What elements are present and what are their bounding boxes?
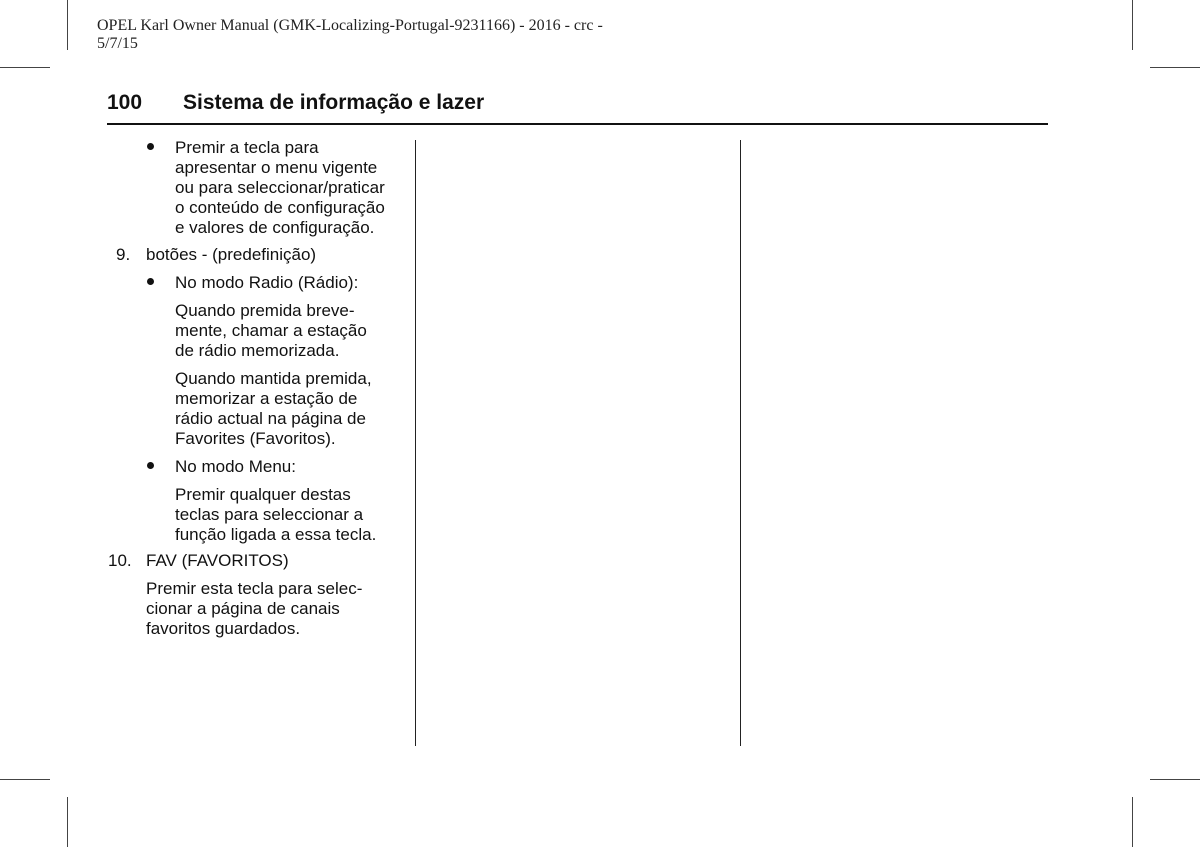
text-line: Quando mantida premida,: [175, 369, 372, 388]
text-line: Premir esta tecla para selec-: [146, 579, 363, 598]
text-line: rádio actual na página de: [175, 409, 366, 428]
crop-mark: [67, 0, 68, 50]
text-line: cionar a página de canais: [146, 599, 340, 618]
page-number: 100: [107, 91, 143, 114]
section-title: Sistema de informação e lazer: [183, 91, 485, 114]
radio-mode-heading: No modo Radio (Rádio):: [175, 273, 359, 292]
crop-mark: [1150, 779, 1200, 780]
print-metadata-line: OPEL Karl Owner Manual (GMK-Localizing-Portugal-9231166) - 2016 - crc -: [97, 17, 603, 34]
text-line: de rádio memorizada.: [175, 341, 340, 360]
crop-mark: [67, 797, 68, 847]
text-line: ou para seleccionar/praticar: [175, 178, 385, 197]
menu-mode-heading: No modo Menu:: [175, 457, 296, 476]
list-number: 10.: [108, 551, 132, 570]
print-metadata-line: 5/7/15: [97, 35, 138, 52]
bullet-icon: [147, 143, 154, 150]
crop-mark: [1132, 0, 1133, 50]
text-line: apresentar o menu vigente: [175, 158, 378, 177]
text-line: Favorites (Favoritos).: [175, 429, 336, 448]
text-line: e valores de configuração.: [175, 218, 375, 237]
text-line: memorizar a estação de: [175, 389, 358, 408]
crop-mark: [1132, 797, 1133, 847]
list-item-title: FAV (FAVORITOS): [146, 551, 289, 570]
bullet-icon: [147, 278, 154, 285]
text-line: Premir a tecla para: [175, 138, 319, 157]
column-divider: [415, 140, 416, 746]
list-number: 9.: [116, 245, 131, 264]
print-metadata: [97, 17, 617, 53]
crop-mark: [0, 779, 50, 780]
bullet-icon: [147, 462, 154, 469]
text-line: Premir qualquer destas: [175, 485, 351, 504]
text-line: Quando premida breve-: [175, 301, 355, 320]
crop-mark: [0, 67, 50, 68]
text-line: função ligada a essa tecla.: [175, 525, 377, 544]
page-header: [107, 90, 1047, 124]
text-line: mente, chamar a estação: [175, 321, 367, 340]
list-item-title: botões - (predefinição): [146, 245, 317, 264]
crop-mark: [1150, 67, 1200, 68]
header-rule: [107, 123, 1048, 125]
text-line: o conteúdo de configuração: [175, 198, 385, 217]
column-divider: [740, 140, 741, 746]
text-line: favoritos guardados.: [146, 619, 301, 638]
text-line: teclas para seleccionar a: [175, 505, 364, 524]
